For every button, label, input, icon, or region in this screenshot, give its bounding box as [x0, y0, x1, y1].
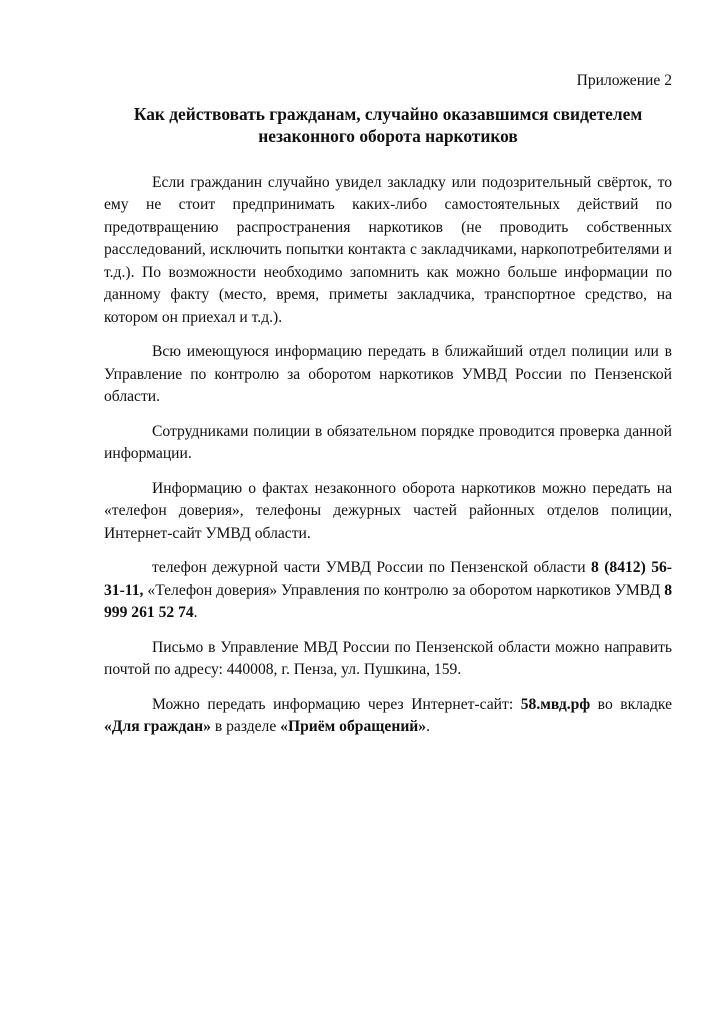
duty-phone-number: 8 (8412) 56-31-11, [104, 559, 672, 599]
phones-end: . [193, 604, 198, 621]
website-end: . [426, 718, 430, 735]
phones-intro: телефон дежурной части УМВД России по Пензенской области [152, 559, 592, 576]
paragraph-report-police: Всю имеющуюся информацию передать в ближайший отдел полиции или в Управление по контролю за оборотом наркотиков УМВД России по Пензенской области. [104, 343, 672, 405]
paragraph-website [104, 694, 672, 739]
phones-middle: «Телефон доверия» Управления по контролю за оборотом наркотиков УМВД [143, 581, 665, 599]
website-section-name: «Приём обращений» [280, 718, 427, 735]
paragraph-phones [104, 557, 672, 625]
website-mid2: в разделе [210, 718, 281, 735]
website-tab-name: «Для граждан» [104, 718, 211, 735]
website-link: 58.мвд.рф [520, 695, 591, 713]
paragraph-witness-advice: Если гражданин случайно увидел закладку или подозрительный свёрток, то ему не стоит предпринимать каких-либо самостоятельных действий по предотвращению распространения наркотиков (не проводить собственных расследований, исключить попытки контакта с закладчиками, наркопотребителями и т.д.). По возможности необходимо запомнить как можно больше информации по данному факту (место, время, приметы закладчика, транспортное средство, на котором он приехал и т.д.). [104, 173, 672, 326]
appendix-label: Приложение 2 [576, 72, 672, 89]
trust-phone-number: 8 999 261 52 74 [104, 581, 672, 621]
paragraph-contact-channels: Информацию о фактах незаконного оборота наркотиков можно передать на «телефон доверия», телефоны дежурных частей районных отделов полиции, Интернет-сайт УМВД области. [104, 479, 672, 542]
paragraph-postal-address: Письмо в Управление МВД России по Пензенской области можно направить почтой по адресу: 440008, г. Пенза, ул. Пушкина, 159. [104, 638, 672, 678]
website-intro: Можно передать информацию через Интернет-сайт: [152, 695, 521, 713]
document-page [104, 70, 672, 751]
website-mid1: во вкладке [590, 695, 672, 713]
document-title: Как действовать гражданам, случайно оказавшимся свидетелем незаконного оборота наркотиков [133, 103, 643, 146]
paragraph-verification: Сотрудниками полиции в обязательном порядке проводится проверка данной информации. [104, 422, 672, 462]
